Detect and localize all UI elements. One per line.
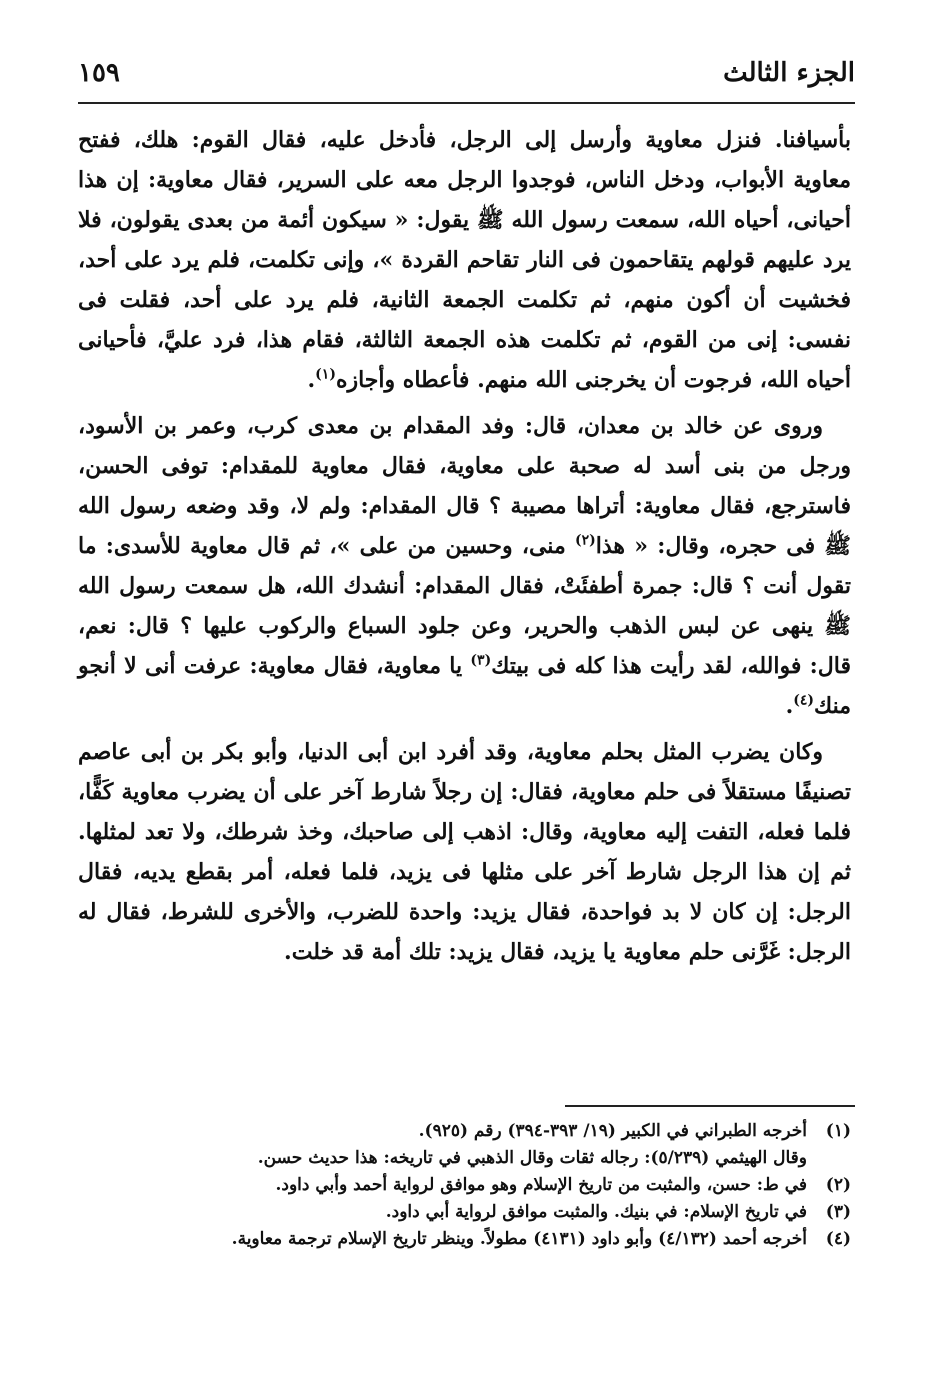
paragraph-2-text-b: منى، وحسين من على »، ثم قال معاوية للأسدى: ما تقول أنت ؟ قال: جمرة أطفئَتْ، فقال المقدام: أنشدك الله، هل سمعت رسول الله ﷺ ينهى عن لبس الذهب والحرير، وعن جلود السباع والركوب عليها ؟ قال: نعم، قال: فوالله، لقد رأيت هذا كله فى بيتك bbox=[78, 533, 852, 679]
footnote-number: (٤) bbox=[825, 1229, 851, 1249]
footnote-number: (٢) bbox=[825, 1175, 851, 1195]
footnote-text: أخرجه الطبراني في الكبير (١٩/ ٣٩٣-٣٩٤) رقم (٩٢٥). bbox=[418, 1121, 807, 1141]
page-number: ١٥٩ bbox=[78, 58, 120, 88]
paragraph-1 bbox=[78, 120, 851, 400]
paragraph-2-end: . bbox=[785, 693, 794, 719]
page-header bbox=[78, 52, 855, 100]
footnote-text: في تاريخ الإسلام: في بنيك. والمثبت موافق لرواية أبي داود. bbox=[385, 1202, 807, 1222]
paragraph-1-end: . bbox=[307, 367, 316, 393]
paragraph-3-text: وكان يضرب المثل بحلم معاوية، وقد أفرد ابن أبى الدنيا، وأبو بكر بن أبى عاصم تصنيفًا مستقلاً فى حلم معاوية، فقال: إن رجلاً شارط آخر على أن يضرب معاوية كَفًّا، فلما فعله، التفت إليه معاوية، وقال: اذهب إلى صاحبك، وخذ شرطك، ولا تعد لمثلها. ثم إن هذا الرجل شارط آخر على مثلها فى يزيد، فلما فعله، أمر بقطع يديه، فقال الرجل: إن كان لا بد فواحدة، فقال يزيد: واحدة للضرب، والأخرى للشرط، فقال له الرجل: غَرَّنى حلم معاوية يا يزيد، فقال يزيد: تلك أمة قد خلت. bbox=[78, 739, 851, 965]
footnote-number: (١) bbox=[825, 1121, 851, 1141]
paragraph-2 bbox=[78, 406, 851, 726]
footnote bbox=[78, 1199, 851, 1226]
footnote-text: أخرجه أحمد (٤/١٣٢) وأبو داود (٤١٣١) مطولاً. وينظر تاريخ الإسلام ترجمة معاوية. bbox=[231, 1229, 807, 1249]
paragraph-1-text: بأسيافنا. فنزل معاوية وأرسل إلى الرجل، فأدخل عليه، فقال القوم: هلك، ففتح معاوية الأبواب، ودخل الناس، فوجدوا الرجل معه على السرير، فقال معاوية: إن هذا أحيانى، أحياه الله، سمعت رسول الله ﷺ يقول: « سيكون أئمة من بعدى يقولون، فلا يرد عليهم قولهم يتقاحمون فى النار تقاحم القردة »، وإنى تكلمت، فلم يرد على أحد، فخشيت أن أكون منهم، ثم تكلمت الجمعة الثانية، فلم يرد على أحد، فقلت فى نفسى: إنى من القوم، ثم تكلمت هذه الجمعة الثالثة، فقام هذا، فرد عليَّ، فأحيانى أحياه الله، فرجوت أن يخرجنى الله منهم. فأعطاه وأجازه bbox=[78, 127, 851, 393]
footnote-ref-1: (١) bbox=[315, 366, 336, 383]
footnote-ref-4: (٤) bbox=[793, 692, 815, 709]
footnote-ref-3: (٣) bbox=[470, 652, 492, 669]
footnote bbox=[78, 1118, 851, 1145]
footnote-number: (٣) bbox=[825, 1202, 851, 1222]
footnote-divider bbox=[565, 1105, 855, 1107]
footnote-ref-2: (٢) bbox=[574, 532, 596, 549]
footnote bbox=[78, 1172, 851, 1199]
paragraph-2-text-a: وروى عن خالد بن معدان، قال: وفد المقدام بن معدى كرب، وعمر بن الأسود، ورجل من بنى أسد له صحبة على معاوية، فقال معاوية للمقدام: توفى الحسن، فاسترجع، فقال معاوية: أتراها مصيبة ؟ قال المقدام: ولم لا، وقد وضعه رسول الله ﷺ فى حجره، وقال: « هذا bbox=[78, 413, 851, 559]
footnote-text: في ط: حسن، والمثبت من تاريخ الإسلام وهو موافق لرواية أحمد وأبي داود. bbox=[275, 1175, 807, 1195]
footnotes bbox=[78, 1118, 851, 1253]
paragraph-2-text-c: يا معاوية، فقال معاوية: عرفت أنى لا أنجو منك bbox=[78, 653, 851, 719]
main-text bbox=[78, 120, 851, 978]
footnote bbox=[78, 1226, 851, 1253]
footnote-number bbox=[807, 1145, 851, 1172]
footnote-text: وقال الهيثمي (٥/٢٣٩): رجاله ثقات وقال الذهبي في تاريخه: هذا حديث حسن. bbox=[257, 1148, 807, 1168]
footnote-continuation bbox=[78, 1145, 851, 1172]
paragraph-3 bbox=[78, 732, 851, 972]
running-title: الجزء الثالث bbox=[723, 58, 855, 88]
header-divider bbox=[78, 102, 855, 104]
